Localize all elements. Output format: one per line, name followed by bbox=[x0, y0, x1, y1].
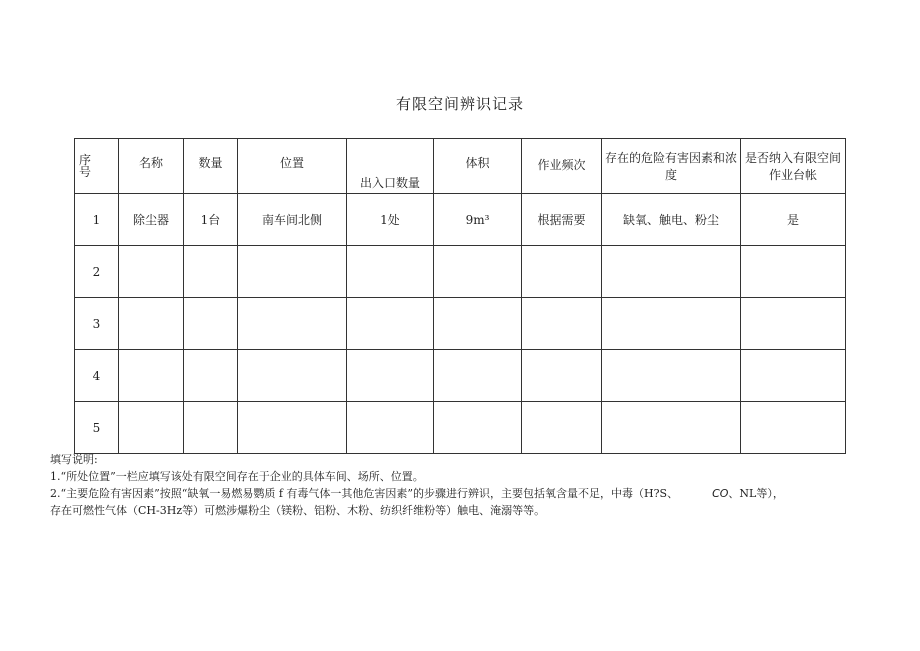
cell-empty bbox=[602, 298, 741, 350]
header-ledger: 是否纳入有限空间作业台帐 bbox=[741, 139, 846, 194]
cell-empty bbox=[522, 402, 602, 454]
cell-seq: 4 bbox=[75, 350, 119, 402]
cell-empty bbox=[347, 246, 434, 298]
note-line-2-text: 2.“主要危险有害因素”按照“缺氧一易燃易鹦质 f 有毒气体一其他危害因素”的步骤进行辨识，主要包括氧含量不足，中毒（H?S、 bbox=[50, 487, 679, 500]
record-table bbox=[74, 138, 846, 454]
cell-empty bbox=[238, 350, 347, 402]
cell-volume: 9m³ bbox=[434, 194, 522, 246]
note-line-2-end: 、NL等）， bbox=[728, 487, 784, 500]
cell-empty bbox=[522, 298, 602, 350]
cell-empty bbox=[119, 246, 184, 298]
cell-empty bbox=[238, 298, 347, 350]
cell-empty bbox=[741, 350, 846, 402]
page-title: 有限空间辨识记录 bbox=[395, 95, 524, 113]
header-hazards: 存在的危险有害因素和浓度 bbox=[602, 139, 741, 194]
cell-empty bbox=[119, 350, 184, 402]
cell-empty bbox=[347, 350, 434, 402]
cell-seq: 1 bbox=[75, 194, 119, 246]
header-seq: 序号 bbox=[75, 139, 119, 194]
cell-empty bbox=[184, 350, 238, 402]
cell-empty bbox=[434, 298, 522, 350]
cell-empty bbox=[741, 402, 846, 454]
cell-empty bbox=[602, 246, 741, 298]
cell-empty bbox=[184, 402, 238, 454]
cell-seq: 3 bbox=[75, 298, 119, 350]
cell-empty bbox=[238, 246, 347, 298]
cell-hazards: 缺氧、触电、粉尘 bbox=[602, 194, 741, 246]
cell-frequency: 根据需要 bbox=[522, 194, 602, 246]
cell-empty bbox=[602, 350, 741, 402]
cell-entrances: 1处 bbox=[347, 194, 434, 246]
table-row bbox=[75, 298, 846, 350]
cell-empty bbox=[434, 246, 522, 298]
notes-heading: 填写说明: bbox=[50, 453, 98, 466]
header-volume: 体积 bbox=[434, 139, 522, 194]
cell-empty bbox=[347, 402, 434, 454]
table-row bbox=[75, 246, 846, 298]
note-line-2-co: CO bbox=[712, 487, 729, 500]
fill-instructions bbox=[50, 451, 890, 519]
cell-empty bbox=[522, 246, 602, 298]
header-frequency: 作业频次 bbox=[522, 139, 602, 194]
cell-empty bbox=[602, 402, 741, 454]
cell-empty bbox=[522, 350, 602, 402]
cell-empty bbox=[238, 402, 347, 454]
table-header-row bbox=[75, 139, 846, 194]
table-row bbox=[75, 350, 846, 402]
cell-empty bbox=[741, 246, 846, 298]
cell-seq: 2 bbox=[75, 246, 119, 298]
note-line-3: 存在可燃性气体（CH-3Hz等）可燃涉爆粉尘（镁粉、铝粉、木粉、纺织纤维粉等）触电、淹溺等等。 bbox=[50, 504, 546, 517]
cell-seq: 5 bbox=[75, 402, 119, 454]
header-entrances: 出入口数量 bbox=[347, 139, 434, 194]
cell-empty bbox=[184, 298, 238, 350]
cell-qty: 1台 bbox=[184, 194, 238, 246]
cell-empty bbox=[184, 246, 238, 298]
note-line-1: 1.“所处位置”一栏应填写该处有限空间存在于企业的具体车间、场所、位置。 bbox=[50, 470, 424, 483]
table-row bbox=[75, 402, 846, 454]
table-row bbox=[75, 194, 846, 246]
cell-empty bbox=[119, 402, 184, 454]
cell-name: 除尘器 bbox=[119, 194, 184, 246]
cell-empty bbox=[434, 350, 522, 402]
cell-location: 南车间北侧 bbox=[238, 194, 347, 246]
cell-empty bbox=[119, 298, 184, 350]
header-qty: 数量 bbox=[184, 139, 238, 194]
header-location: 位置 bbox=[238, 139, 347, 194]
header-name: 名称 bbox=[119, 139, 184, 194]
cell-empty bbox=[347, 298, 434, 350]
cell-empty bbox=[741, 298, 846, 350]
cell-ledger: 是 bbox=[741, 194, 846, 246]
note-line-2 bbox=[50, 485, 890, 502]
cell-empty bbox=[434, 402, 522, 454]
